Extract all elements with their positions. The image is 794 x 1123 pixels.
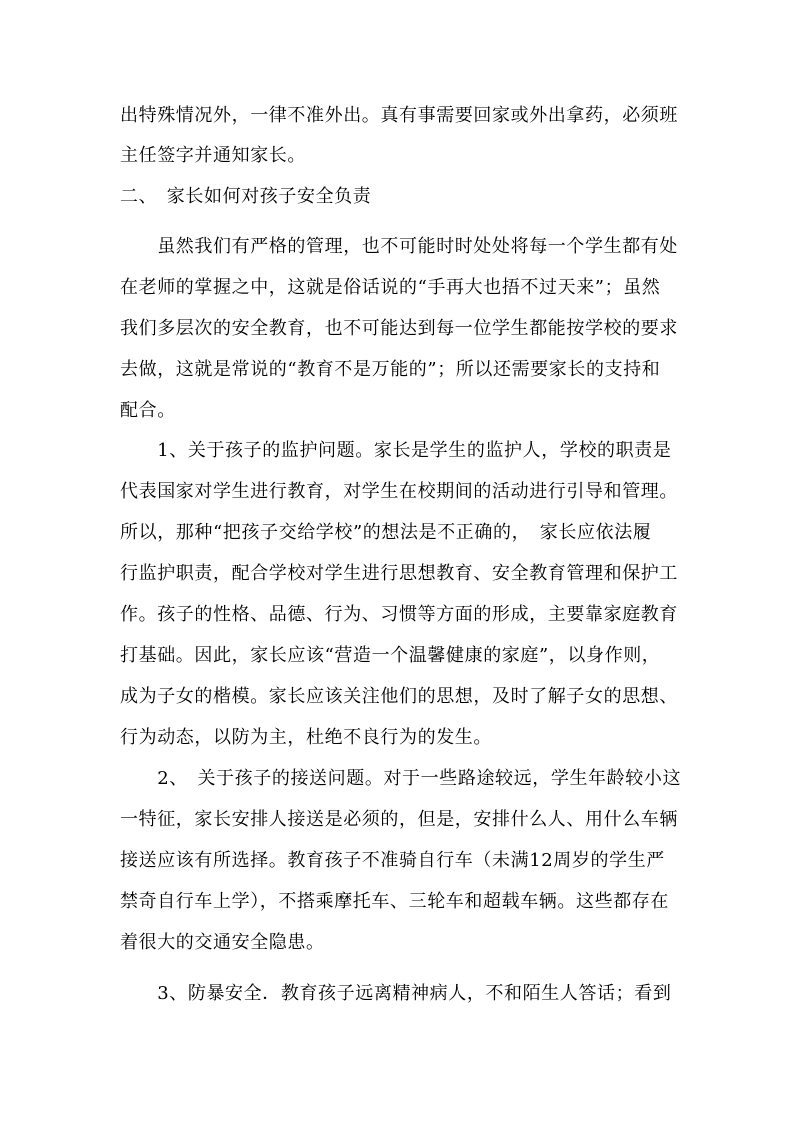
text-line-13: 作。孩子的性格、品德、行为、习惯等方面的形成，主要靠家庭教育	[120, 604, 678, 625]
text-line-1: 出特殊情况外，一律不准外出。真有事需要回家或外出拿药，必须班	[120, 105, 678, 126]
text-line-11: 所以，那种“把孩子交给学校”的想法是不正确的， 家长应依法履	[120, 522, 652, 543]
text-line-20: 禁奇自行车上学），不搭乘摩托车、三轮车和超载车辆。这些都存在	[120, 891, 669, 912]
text-line-7: 去做，这就是常说的“教育不是万能的”；所以还需要家长的支持和	[120, 359, 661, 380]
text-line-21: 着很大的交通安全隐患。	[120, 932, 325, 953]
text-line-16: 行为动态，以防为主，杜绝不良行为的发生。	[120, 727, 492, 748]
text-line-6: 我们多层次的安全教育，也不可能达到每一位学生都能按学校的要求	[120, 318, 678, 339]
section-heading-2: 二、 家长如何对孩子安全负责	[120, 186, 372, 207]
text-line-10: 代表国家对学生进行教育，对学生在校期间的活动进行引导和管理。	[120, 481, 678, 502]
text-line-12: 行监护职责，配合学校对学生进行思想教育、安全教育管理和保护工	[120, 563, 678, 584]
text-line-17: 2、 关于孩子的接送问题。对于一些路途较远，学生年龄较小这	[120, 768, 682, 789]
text-line-18: 一特征，家长安排人接送是必须的，但是，安排什么人、用什么车辆	[120, 809, 678, 830]
text-line-4: 虽然我们有严格的管理，也不可能时时处处将每一个学生都有处	[120, 236, 678, 257]
text-line-9: 1、关于孩子的监护问题。家长是学生的监护人，学校的职责是	[120, 440, 672, 461]
text-line-15: 成为子女的楷模。家长应该关注他们的思想，及时了解子女的思想、	[120, 686, 678, 707]
text-line-8: 配合。	[120, 400, 176, 421]
text-line-19: 接送应该有所选择。教育孩子不准骑自行车（未满12周岁的学生严	[120, 850, 665, 871]
text-line-22: 3、防暴安全．教育孩子远离精神病人，不和陌生人答话；看到	[120, 983, 672, 1004]
text-line-5: 在老师的掌握之中，这就是俗话说的“手再大也捂不过天来”；虽然	[120, 277, 661, 298]
text-line-14: 打基础。因此，家长应该“营造一个温馨健康的家庭”，以身作则，	[120, 645, 661, 666]
text-line-2: 主任签字并通知家长。	[120, 145, 306, 166]
